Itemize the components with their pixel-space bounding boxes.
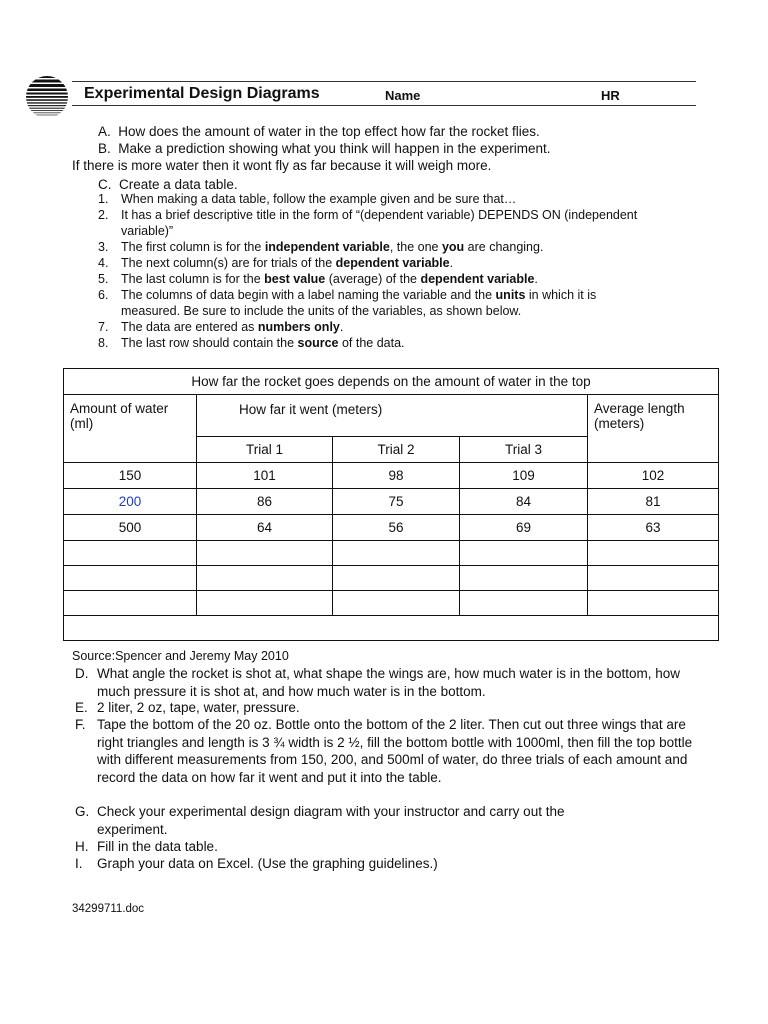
table-row-empty [64,591,719,616]
header-average-line1: Average length [594,401,685,416]
instruction-emphasis: source [297,336,339,350]
instruction-continuation: measured. Be sure to include the units of the variables, as shown below. [121,304,522,318]
instruction-emphasis: independent variable [264,240,390,254]
instruction-number: 7. [98,320,109,334]
instruction-number: 4. [98,256,109,270]
instruction-text [121,255,453,271]
instruction-number: 3. [98,240,109,254]
cell-average: 102 [588,463,719,489]
item-h-text: Fill in the data table. [97,839,218,854]
source-text: Source:Spencer and Jeremy May 2010 [72,649,289,663]
instruction-number: 6. [98,288,109,302]
instruction-fragment: of the data. [338,336,405,350]
instruction-emphasis: dependent variable [420,272,535,286]
cell-trial-3: 84 [460,489,588,515]
table-row [64,489,719,515]
cell-amount: 200 [64,489,197,515]
item-i-text: Graph your data on Excel. (Use the graphing guidelines.) [97,856,438,871]
item-h-letter: H. [75,839,89,854]
item-b-letter: B. [98,141,111,156]
instruction-fragment: When making a data table, follow the example given and be sure that… [121,192,517,206]
instruction-fragment: are changing. [464,240,544,254]
instruction-emphasis: numbers only [257,320,340,334]
item-d-text: What angle the rocket is shot at, what shape the wings are, how much water is in the bottom, how much pressure it is shot at, and how much water is in the bottom. [97,666,681,699]
instruction-fragment: The columns of data begin with a label naming the variable and the [121,288,496,302]
instruction-continuation: variable)” [121,224,174,238]
header-amount-line2: (ml) [70,416,94,431]
page-title: Experimental Design Diagrams [84,85,320,102]
instruction-fragment: . [339,320,344,334]
logo-icon [25,75,69,119]
header-average [588,395,719,463]
cell-trial-3: 109 [460,463,588,489]
instruction-emphasis: you [441,240,465,254]
cell-amount: 500 [64,515,197,541]
item-b [98,140,551,157]
instruction-text [121,287,596,303]
item-f-text: Tape the bottom of the 20 oz. Bottle onto the bottom of the 2 liter. Then cut out three wings that are right triangles and length is 3 ¾ width is 2 ½, fill the bottom bottle with 1000ml, then fill the top bottle with different measurements from 150, 200, and 500ml of water, do three trials of each amount and record the data on how far it went and put it into the table. [97,717,693,785]
instruction-fragment: It has a brief descriptive title in the form of “(dependent variable) DEPENDS ON (independent [121,208,638,222]
instruction-number: 2. [98,208,109,222]
instruction-text [121,239,543,255]
instruction-emphasis: units [495,288,526,302]
header-trial-3: Trial 3 [460,437,588,463]
item-g-letter: G. [75,804,90,819]
item-i-letter: I. [75,856,83,871]
item-b-text: Make a prediction showing what you think will happen in the experiment. [118,141,551,156]
data-table [63,368,719,641]
cell-trial-3: 69 [460,515,588,541]
header-average-line2: (meters) [594,416,645,431]
item-c-letter: C. [98,177,112,192]
instruction-number: 1. [98,192,109,206]
cell-trial-2: 75 [333,489,460,515]
prediction-text: If there is more water then it wont fly as far because it will weigh more. [72,158,492,173]
cell-trial-2: 56 [333,515,460,541]
item-e-letter: E. [75,700,88,715]
table-row [64,463,719,489]
instruction-text [121,319,343,335]
item-g-text: Check your experimental design diagram with your instructor and carry out the experiment. [97,804,565,837]
instruction-fragment: . [534,272,538,286]
item-c-text: Create a data table. [119,177,238,192]
header-amount-line1: Amount of water [70,401,169,416]
table-row-empty [64,566,719,591]
instruction-text [121,207,637,223]
cell-amount: 150 [64,463,197,489]
instruction-fragment: The first column is for the [121,240,265,254]
item-f-letter: F. [75,717,86,732]
item-e-text: 2 liter, 2 oz, tape, water, pressure. [97,700,300,715]
header-amount [64,395,197,463]
item-a-letter: A. [98,124,111,139]
table-source-row [64,616,719,641]
instruction-number: 8. [98,336,109,350]
table-row-empty [64,541,719,566]
instruction-emphasis: dependent variable [335,256,450,270]
item-a-text: How does the amount of water in the top effect how far the rocket flies. [118,124,540,139]
instruction-fragment: , the one [389,240,442,254]
header-trial-2: Trial 2 [333,437,460,463]
header-rule-top [72,81,696,82]
instruction-emphasis: best value [264,272,326,286]
item-a [98,123,540,140]
header-rule-bottom [72,105,696,106]
instruction-fragment: . [449,256,454,270]
instruction-number: 5. [98,272,109,286]
cell-trial-2: 98 [333,463,460,489]
instruction-fragment: (average) of the [325,272,421,286]
cell-trial-1: 86 [197,489,333,515]
instruction-fragment: The next column(s) are for trials of the [121,256,336,270]
header-trial-1: Trial 1 [197,437,333,463]
table-title: How far the rocket goes depends on the amount of water in the top [64,369,719,395]
instruction-fragment: The data are entered as [121,320,258,334]
instruction-fragment: in which it is [525,288,597,302]
item-d-letter: D. [75,666,89,681]
cell-trial-1: 64 [197,515,333,541]
instruction-text [121,191,516,207]
header-trials: How far it went (meters) [197,395,588,437]
instruction-text [121,271,538,287]
instruction-text [121,335,405,351]
footer-filename: 34299711.doc [72,903,145,915]
instruction-fragment: The last row should contain the [121,336,298,350]
instruction-fragment: The last column is for the [121,272,265,286]
cell-average: 63 [588,515,719,541]
hr-label: HR [601,88,620,103]
cell-average: 81 [588,489,719,515]
cell-trial-1: 101 [197,463,333,489]
name-label: Name [385,88,421,103]
table-row [64,515,719,541]
